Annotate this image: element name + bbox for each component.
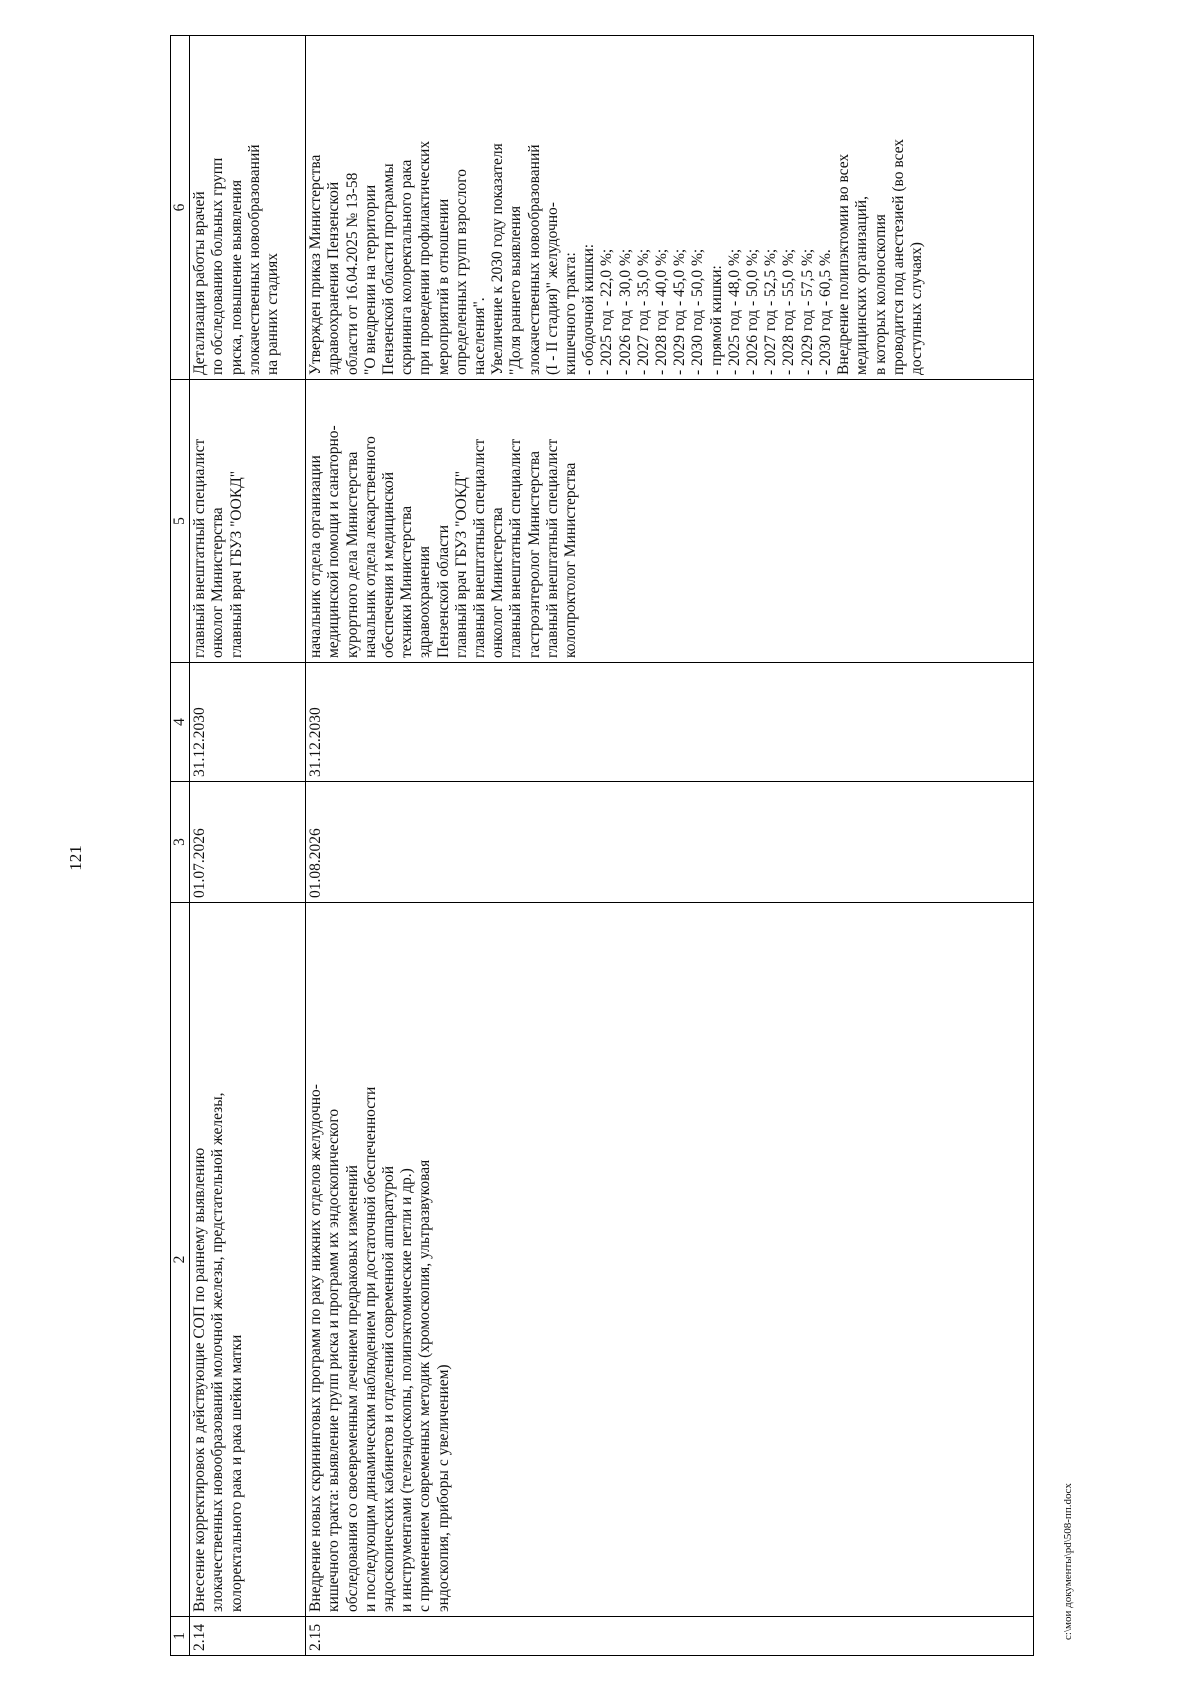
cell-line: колоректального рака и рака шейки матки xyxy=(227,1334,245,1612)
cell-line: - 2026 год - 30,0 %; xyxy=(616,248,634,375)
cell-line: по обследованию больных групп xyxy=(209,157,227,375)
header-col-6: 6 xyxy=(171,36,190,380)
cell-line: - 2030 год - 60,5 %. xyxy=(816,249,834,375)
cell-line: главный внештатный специалист xyxy=(471,438,489,658)
measures-table xyxy=(170,35,1034,1656)
cell-line: колопроктолог Министерства xyxy=(562,462,580,658)
responsible-cell xyxy=(306,380,1034,663)
cell-line: эндоскопия, приборы с увеличением) xyxy=(434,1364,452,1612)
cell-line: здравоохранения xyxy=(416,546,434,658)
cell-line: - 2026 год - 50,0 %; xyxy=(744,248,762,375)
start-date-cell: 01.08.2026 xyxy=(306,782,1034,903)
cell-line: доступных случаях) xyxy=(907,242,925,375)
cell-line: медицинской помощи и санаторно- xyxy=(325,425,343,658)
cell-line: кишечного тракта: выявление групп риска и программ их эндоскопического xyxy=(325,1108,343,1612)
cell-line: Внесение корректировок в действующие СОП по раннему выявлению xyxy=(191,1147,209,1612)
row-number: 2.15 xyxy=(306,1617,1034,1656)
cell-line: главный врач ГБУЗ "ООКД" xyxy=(227,470,245,658)
cell-line: здравоохранения Пензенской xyxy=(325,181,343,375)
cell-line: с применением современных методик (хромоскопия, ультразвуковая xyxy=(416,1159,434,1612)
activity-cell xyxy=(190,903,306,1617)
cell-line: в которых колоноскопия xyxy=(871,214,889,375)
cell-line: и последующим динамическим наблюдением при достаточной обеспеченности xyxy=(361,1086,379,1612)
end-date-cell: 31.12.2030 xyxy=(190,663,306,782)
cell-line: онколог Министерства xyxy=(209,507,227,658)
document-table-container xyxy=(170,50,1034,1656)
header-col-3: 3 xyxy=(171,782,190,903)
end-date-cell: 31.12.2030 xyxy=(306,663,1034,782)
cell-line: - прямой кишки: xyxy=(707,265,725,375)
cell-line: главный внештатный специалист xyxy=(191,438,209,658)
cell-line: злокачественных новообразований молочной железы, предстательной железы, xyxy=(209,1092,227,1612)
cell-line: обследования со своевременным лечением предраковых изменений xyxy=(343,1165,361,1612)
cell-line: проводится под анестезией (во всех xyxy=(889,138,907,375)
cell-line: главный внештатный специалист xyxy=(543,438,561,658)
cell-line: злокачественных новообразований xyxy=(525,144,543,375)
cell-line: риска, повышение выявления xyxy=(227,179,245,375)
activity-cell xyxy=(306,903,1034,1617)
cell-line: - 2029 год - 57,5 %; xyxy=(798,248,816,375)
table-row xyxy=(306,36,1034,1656)
cell-line: "О внедрении на территории xyxy=(361,184,379,375)
row-number: 2.14 xyxy=(190,1617,306,1656)
table-row xyxy=(190,36,306,1656)
cell-line: техники Министерства xyxy=(398,505,416,658)
cell-line: Внедрение полипэктомии во всех xyxy=(835,153,853,375)
cell-line: начальник отдела организации xyxy=(307,455,325,658)
cell-line: онколог Министерства xyxy=(489,507,507,658)
cell-line: Детализация работы врачей xyxy=(191,191,209,375)
cell-line: - 2029 год - 45,0 %; xyxy=(671,248,689,375)
cell-line: гастроэнтеролог Министерства xyxy=(525,451,543,658)
cell-line: определенных групп взрослого xyxy=(452,168,470,375)
cell-line: кишечного тракта: xyxy=(562,252,580,375)
cell-line: Увеличение к 2030 году показателя xyxy=(489,143,507,375)
footer-file-path: c:\мои документы\pd\508-пп.docx xyxy=(1062,1483,1074,1640)
cell-line: - 2025 год - 22,0 %; xyxy=(598,248,616,375)
cell-line: главный внештатный специалист xyxy=(507,438,525,658)
cell-line: Внедрение новых скрининговых программ по раку нижних отделов желудочно- xyxy=(307,1084,325,1612)
cell-line: главный врач ГБУЗ "ООКД" xyxy=(452,470,470,658)
cell-line: - 2025 год - 48,0 %; xyxy=(725,248,743,375)
header-col-1: 1 xyxy=(171,1617,190,1656)
cell-line: - 2027 год - 35,0 %; xyxy=(634,248,652,375)
cell-line: - 2030 год - 50,0 %; xyxy=(689,248,707,375)
header-col-5: 5 xyxy=(171,380,190,663)
cell-line: "Доля раннего выявления xyxy=(507,205,525,375)
cell-line: (I - II стадия)" желудочно- xyxy=(543,202,561,375)
cell-line: скрининга колоректального рака xyxy=(398,159,416,375)
cell-line: - 2028 год - 40,0 %; xyxy=(653,248,671,375)
result-cell xyxy=(190,36,306,380)
cell-line: - ободочной кишки: xyxy=(580,243,598,375)
cell-line: при проведении профилактических xyxy=(416,140,434,375)
cell-line: - 2027 год - 52,5 %; xyxy=(762,248,780,375)
responsible-cell xyxy=(190,380,306,663)
cell-line: эндоскопических кабинетов и отделений современной аппаратурой xyxy=(380,1165,398,1612)
cell-line: курортного дела Министерства xyxy=(343,451,361,658)
cell-line: населения". xyxy=(471,297,489,375)
cell-line: мероприятий в отношении xyxy=(434,198,452,375)
cell-line: области от 16.04.2025 № 13-58 xyxy=(343,172,361,375)
table-header-row xyxy=(171,36,190,1656)
cell-line: и инструментами (телеэндоскопы, полипэктомические петли и др.) xyxy=(398,1168,416,1612)
cell-line: на ранних стадиях xyxy=(264,253,282,375)
cell-line: Пензенской области xyxy=(434,524,452,658)
start-date-cell: 01.07.2026 xyxy=(190,782,306,903)
header-col-2: 2 xyxy=(171,903,190,1617)
cell-line: Пензенской области программы xyxy=(380,163,398,375)
cell-line: обеспечения и медицинской xyxy=(380,471,398,658)
cell-line: злокачественных новообразований xyxy=(245,144,263,375)
cell-line: - 2028 год - 55,0 %; xyxy=(780,248,798,375)
cell-line: медицинских организаций, xyxy=(853,196,871,375)
header-col-4: 4 xyxy=(171,663,190,782)
result-cell xyxy=(306,36,1034,380)
cell-line: Утвержден приказ Министерства xyxy=(307,154,325,375)
page-number: 121 xyxy=(66,845,85,871)
cell-line: начальник отдела лекарственного xyxy=(361,436,379,658)
